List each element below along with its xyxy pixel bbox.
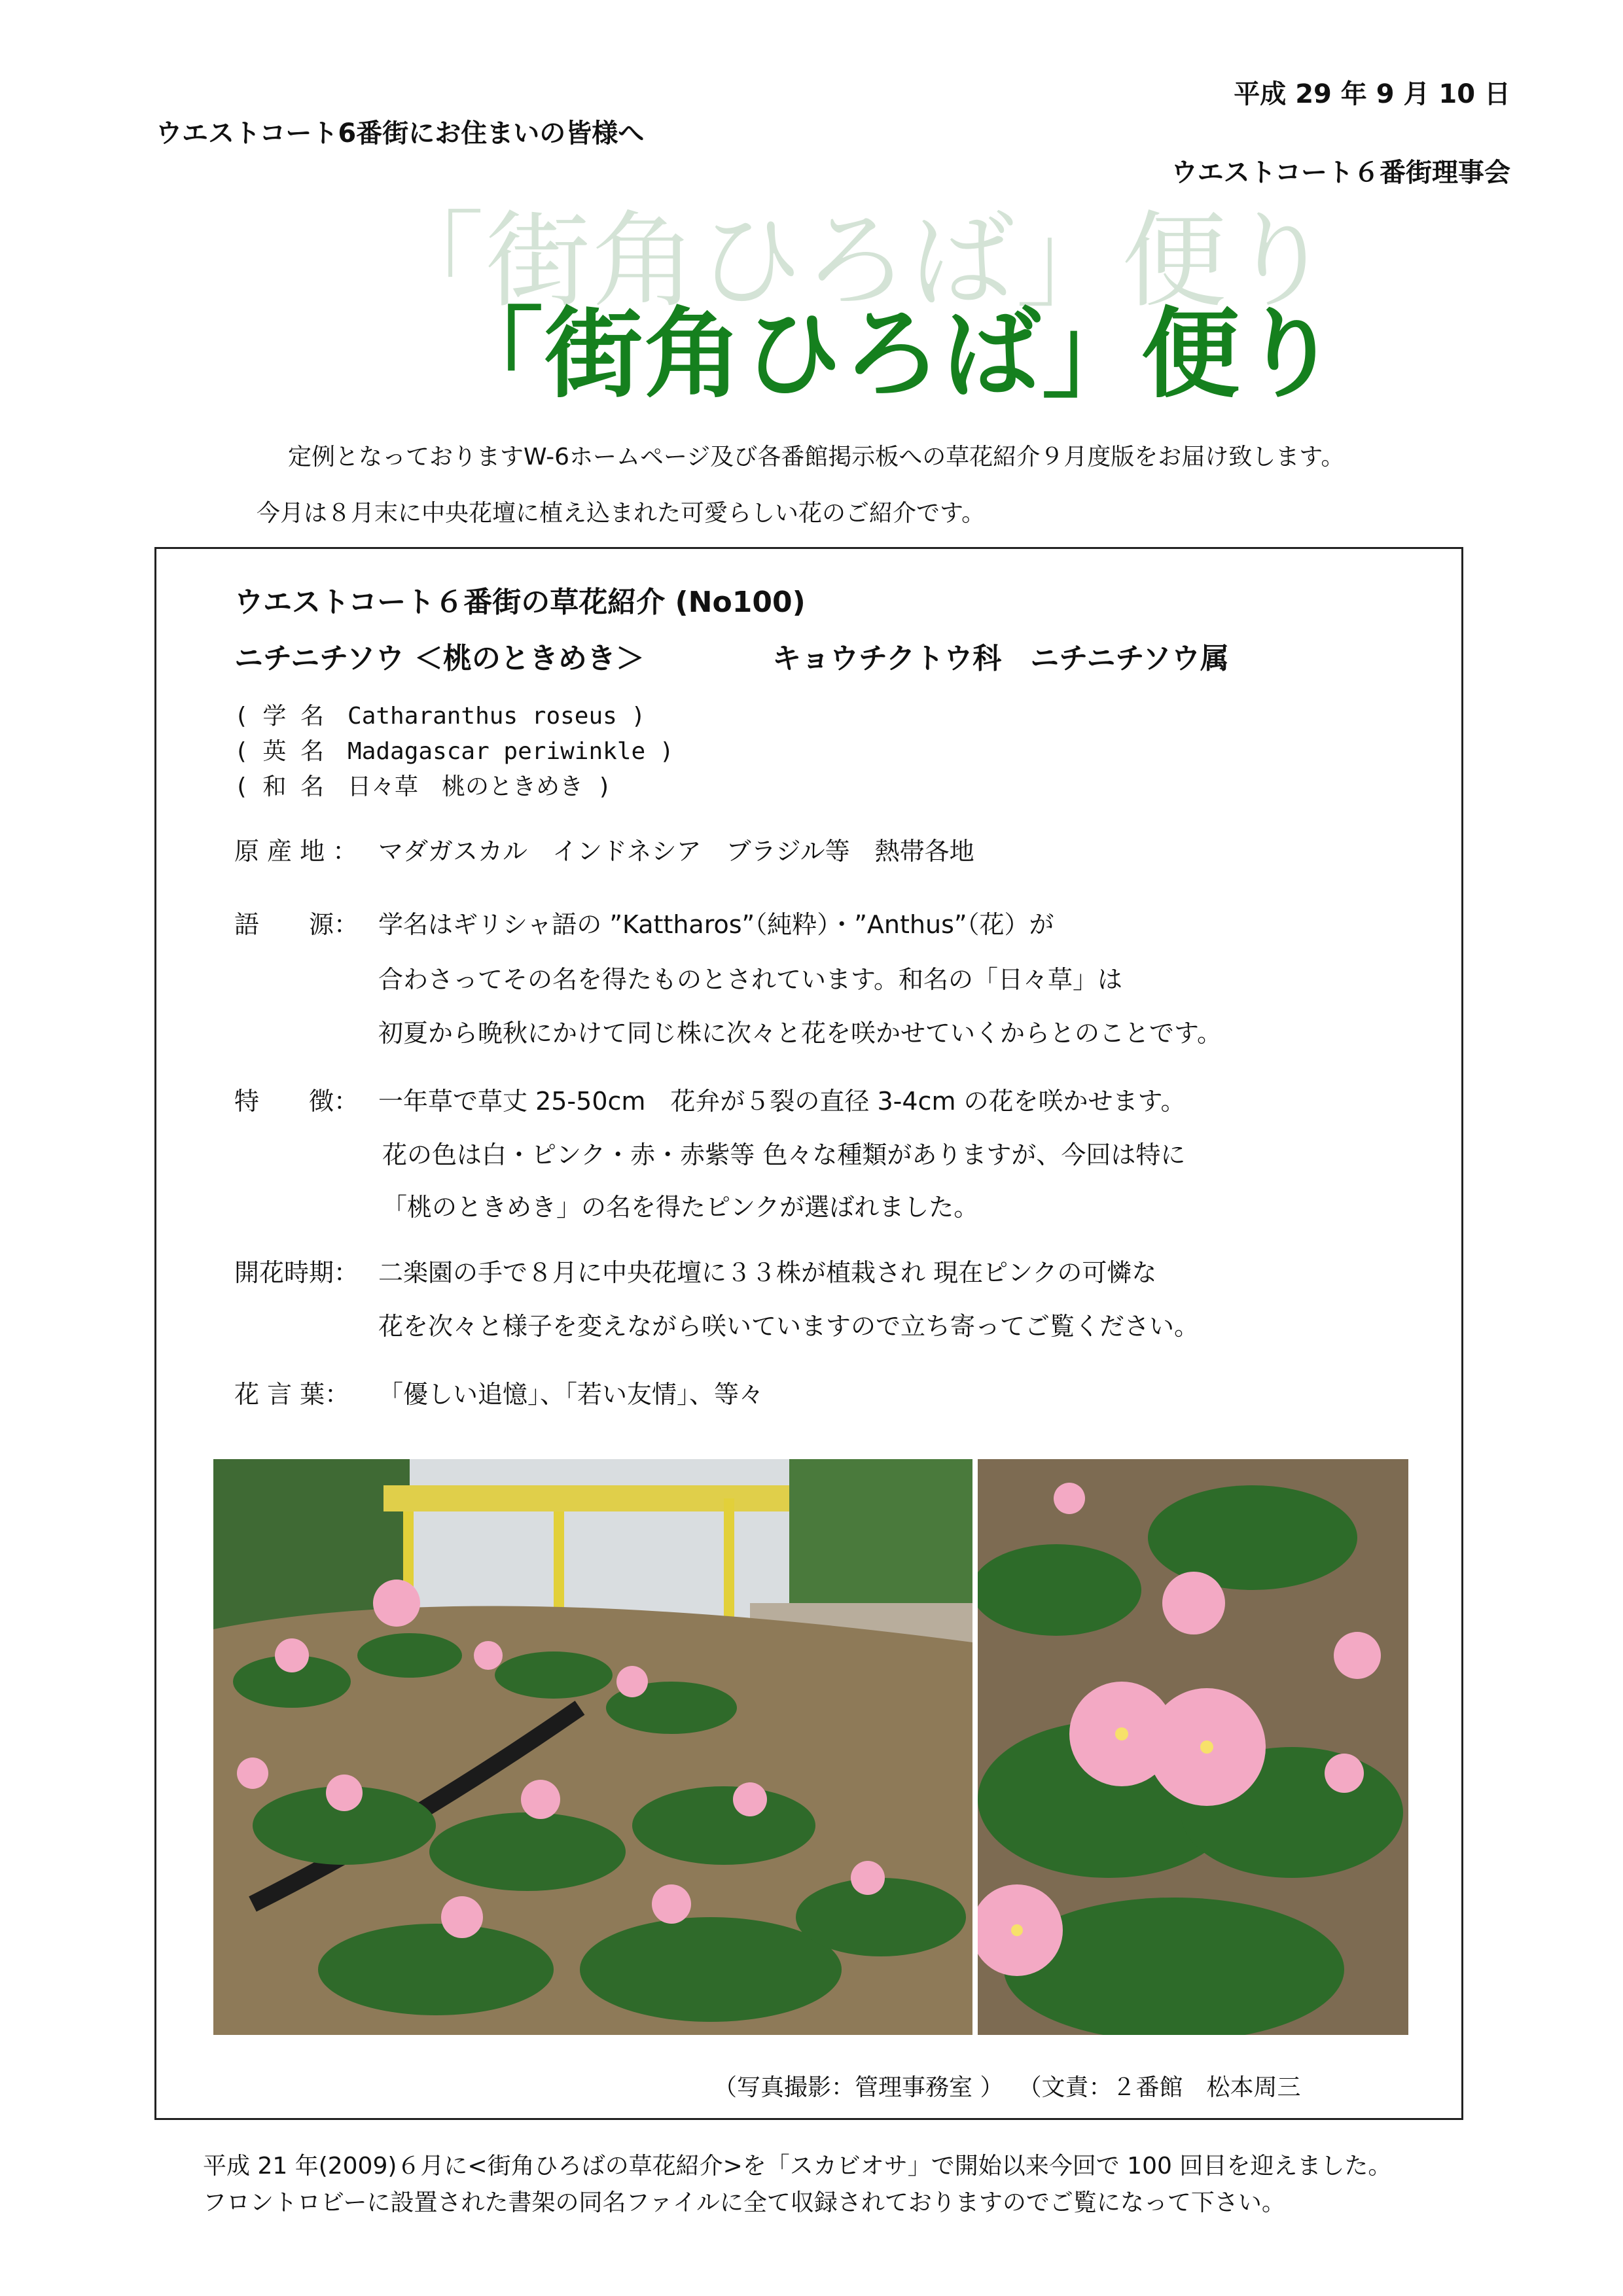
footer-line-2: フロントロビーに設置された書架の同名ファイルに全て収録されておりますのでご覧になって下さい。 (203, 2189, 1285, 2216)
article-heading: ウエストコート６番街の草花紹介 (No100) (234, 586, 806, 619)
origin-label: 原 産 地 ： (234, 837, 358, 866)
newsletter-title: 「街角ひろば」便り (445, 296, 1341, 412)
title-shadow: 「街角ひろば」便り (380, 200, 1334, 322)
credits (713, 2069, 1327, 2102)
flower-language-row (234, 1374, 764, 1410)
bloom-line-2: 花を次々と様子を変えながら咲いていますので立ち寄ってご覧ください。 (378, 1312, 1200, 1341)
flower-language-label: 花 言 葉： (234, 1380, 350, 1409)
footer-line-1: 平成 21 年(2009)６月に<街角ひろばの草花紹介>を「スカビオサ」で開始以来今回で 100 回目を迎えました。 (203, 2153, 1392, 2180)
feature-label: 特 徴： (234, 1087, 359, 1116)
date: 平成 29 年 9 月 10 日 (1234, 79, 1510, 109)
photo-flowerbed (213, 1459, 972, 2035)
sender-line: ウエストコート６番街理事会 (1171, 158, 1510, 188)
feature-line-1: 一年草で草丈 25-50cm 花弁が５裂の直径 3-4cm の花を咲かせます。 (378, 1087, 1186, 1116)
etymology-row (234, 904, 1054, 940)
bloom-row (234, 1252, 1156, 1288)
etymology-line-2: 合わさってその名を得たものとされています。和名の「日々草」は (378, 965, 1122, 994)
etymology-line-3: 初夏から晩秋にかけて同じ株に次々と花を咲かせていくからとのことです。 (378, 1019, 1222, 1048)
feature-line-3: 「桃のときめき」の名を得たピンクが選ばれました。 (382, 1193, 979, 1222)
photo-credit: （写真撮影：管理事務室 ） (713, 2074, 1004, 2101)
feature-row (234, 1081, 1186, 1117)
intro-line-1: 定例となっておりますW-6ホームページ及び各番館掲示板への草花紹介９月度版をお届け致します。 (288, 444, 1345, 470)
intro-line-2: 今月は８月末に中央花壇に植え込まれた可愛らしい花のご紹介です。 (257, 500, 986, 527)
plant-name: ニチニチソウ ＜桃のときめき＞ (234, 642, 645, 675)
english-name: ( 英 名 Madagascar periwinkle ) (234, 738, 674, 765)
recipient-line: ウエストコート6番街にお住まいの皆様へ (156, 118, 645, 149)
japanese-name: ( 和 名 日々草 桃のときめき ) (234, 773, 612, 800)
bloom-line-1: 二楽園の手で８月に中央花壇に３３株が植栽され 現在ピンクの可憐な (378, 1258, 1157, 1287)
feature-line-2: 花の色は白・ピンク・赤・赤紫等 色々な種類がありますが、今回は特に (382, 1140, 1186, 1169)
flower-language-text: 「優しい追憶」、「若い友情」、等々 (378, 1380, 764, 1409)
origin-row (234, 831, 974, 867)
bloom-label: 開花時期： (234, 1258, 359, 1287)
origin-text: マダガスカル インドネシア ブラジル等 熱帯各地 (378, 837, 974, 866)
scientific-name: ( 学 名 Catharanthus roseus ) (234, 703, 646, 730)
plant-family: キョウチクトウ科 ニチニチソウ属 (772, 642, 1229, 675)
photo-flower-closeup (978, 1459, 1408, 2035)
text-credit: （文責：２番館 松本周三 (1029, 2074, 1301, 2101)
etymology-line-1: 学名はギリシャ語の ”Kattharos”（純粋）・”Anthus”（花）が (378, 910, 1054, 939)
etymology-label: 語 源： (234, 910, 359, 939)
